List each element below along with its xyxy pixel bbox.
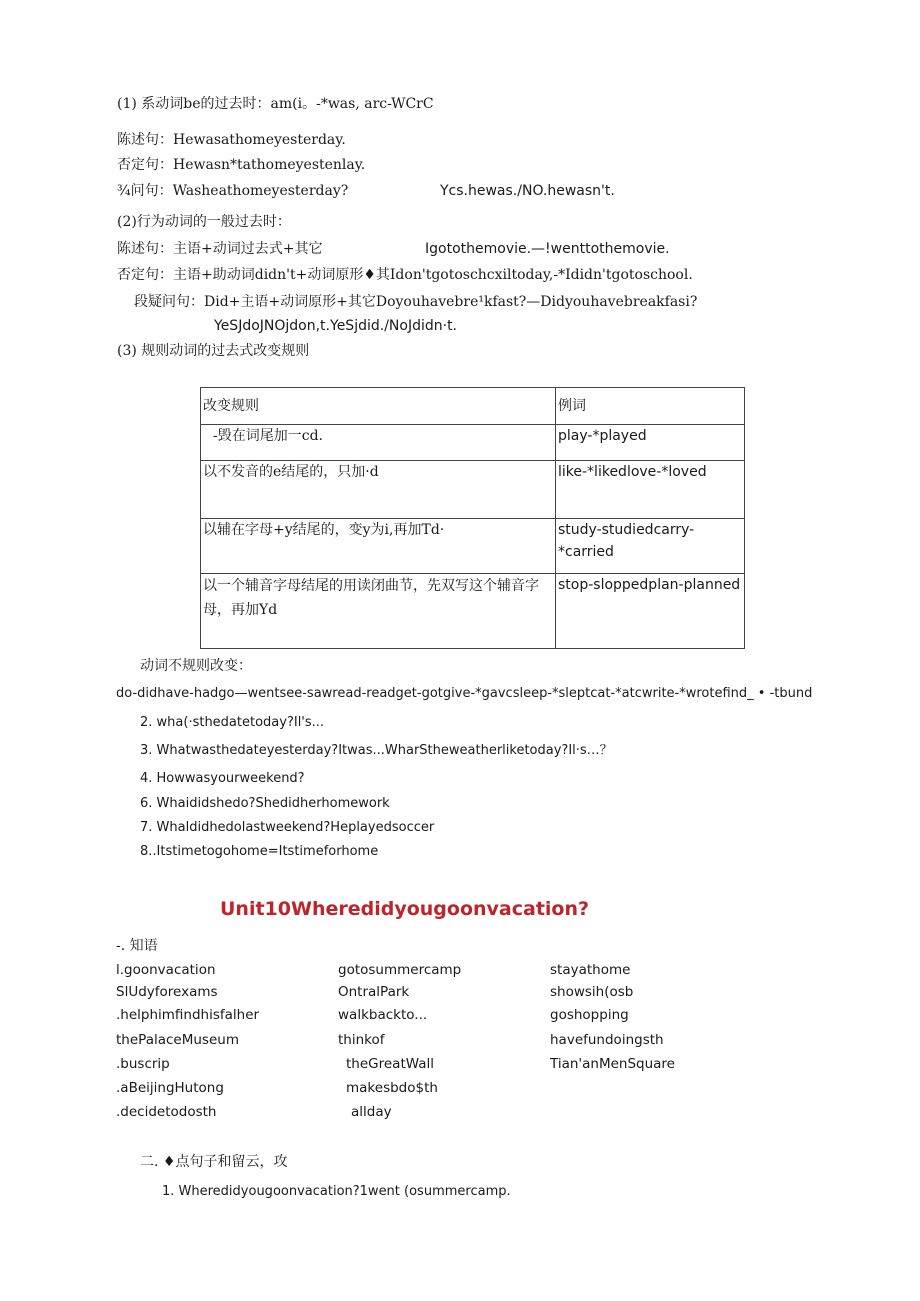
vocab-item: theGreatWall xyxy=(346,1056,435,1072)
past-tense-rules-table xyxy=(200,387,745,649)
section2-heading: 二. ♦点句子和留云，攻 xyxy=(140,1154,288,1170)
table-header-cell: 改变规则 xyxy=(201,388,556,425)
vocab-item: thePalaceMuseum xyxy=(116,1032,239,1048)
vocab-item: thinkof xyxy=(338,1032,385,1048)
sentence-item: 2. wha(·sthedatetoday?Il's... xyxy=(140,715,325,730)
vocab-item: .aBeijingHutong xyxy=(116,1080,224,1096)
vocab-item: SlUdyforexams xyxy=(116,984,218,1000)
vocab-item: stayathome xyxy=(550,962,631,978)
sentence-item: 3. Whatwasthedateyesterday?Itwas...WharStheweatherliketoday?Il·s…？ xyxy=(140,743,613,758)
grammar-line-9: YeSJdoJNOjdon,t.YeSjdid./NoJdidn·t. xyxy=(214,318,458,334)
table-cell-rule: -毁在词尾加一cd. xyxy=(201,425,556,461)
vocab-item: gotosummercamp xyxy=(338,962,462,978)
table-cell-rule: 以一个辅音字母结尾的用读闭曲节，先双写这个辅音字母，再加Yd xyxy=(201,574,556,649)
vocab-item: goshopping xyxy=(550,1007,629,1023)
table-header-row xyxy=(201,388,745,425)
table-row xyxy=(201,425,745,461)
grammar-line-4a: ¾问句：Washeathomeyesterday? xyxy=(117,183,349,199)
sentence-item: 4. Howwasyourweekend? xyxy=(140,771,305,786)
grammar-line-6b: Igotothemovie.—!wenttothemovie. xyxy=(425,241,670,257)
vocab-item: walkbackto... xyxy=(338,1007,428,1023)
vocab-item: havefundoingsth xyxy=(550,1032,664,1048)
irregular-verbs-line: do-didhave-hadgo—wentsee-sawread-readget-gotgive-*gavcsleep-*sleptcat-*atcwrite-*wrotefind_ • -tbund xyxy=(116,686,813,701)
vocab-item: .decidetodosth xyxy=(116,1104,217,1120)
grammar-line-5: (2)行为动词的一般过去时： xyxy=(117,214,291,230)
unit-title: Unit10Wheredidyougoonvacation? xyxy=(220,898,590,920)
grammar-line-8: 段疑问句：Did+主语+动词原形+其它Doyouhavebre¹kfast?—Didyouhavebreakfasi? xyxy=(134,294,698,310)
grammar-line-4b: Ycs.hewas./NO.hewasn't. xyxy=(440,183,615,199)
key-sentence-item: 1. Wheredidyougoonvacation?1went (osummercamp. xyxy=(162,1184,511,1199)
grammar-line-6a: 陈述句：主语+动词过去式+其它 xyxy=(117,241,323,257)
table-row xyxy=(201,574,745,649)
grammar-line-3: 否定句：Hewasn*tathomeyestenlay. xyxy=(117,157,366,173)
grammar-line-10: (3) 规则动词的过去式改变规则 xyxy=(117,343,310,359)
table-cell-rule: 以不发音的e结尾的，只加·d xyxy=(201,461,556,519)
vocab-item: l.goonvacation xyxy=(116,962,216,978)
vocab-item: allday xyxy=(351,1104,392,1120)
section1-heading: -. 知语 xyxy=(116,938,158,954)
irregular-heading: 动词不规则改变： xyxy=(140,658,252,674)
sentence-item: 6. Whaididshedo?Shedidherhomework xyxy=(140,796,390,811)
grammar-line-7: 否定句：主语+助动词didn't+动词原形♦其Idon'tgotoschcxiltoday,-*Ididn'tgotoschool. xyxy=(117,267,693,283)
table-cell-example: play-*played xyxy=(556,425,745,461)
sentence-item: 7. Whaldidhedolastweekend?Heplayedsoccer xyxy=(140,820,435,835)
table-row xyxy=(201,461,745,519)
grammar-line-1: (1) 系动词be的过去时：am(i。-*was, arc-WCrC xyxy=(117,96,434,112)
table-cell-rule: 以辅在字母+y结尾的，变y为i,再加Td· xyxy=(201,519,556,574)
sentence-item: 8..Itstimetogohome=Itstimeforhome xyxy=(140,844,379,859)
table-header-cell: 例词 xyxy=(556,388,745,425)
vocab-item: makesbdo$th xyxy=(346,1080,438,1096)
table-cell-example: stop-sloppedplan-planned xyxy=(556,574,745,649)
vocab-item: Tian'anMenSquare xyxy=(550,1056,675,1072)
table-cell-example: like-*likedlove-*loved xyxy=(556,461,745,519)
grammar-line-2: 陈述句：Hewasathomeyesterday. xyxy=(117,132,346,148)
table-cell-example: study-studiedcarry-*carried xyxy=(556,519,745,574)
vocab-item: .helphimfindhisfalher xyxy=(116,1007,260,1023)
vocab-item: .buscrip xyxy=(116,1056,170,1072)
vocab-item: OntralPark xyxy=(338,984,410,1000)
vocab-item: showsih(osb xyxy=(550,984,634,1000)
table-row xyxy=(201,519,745,574)
